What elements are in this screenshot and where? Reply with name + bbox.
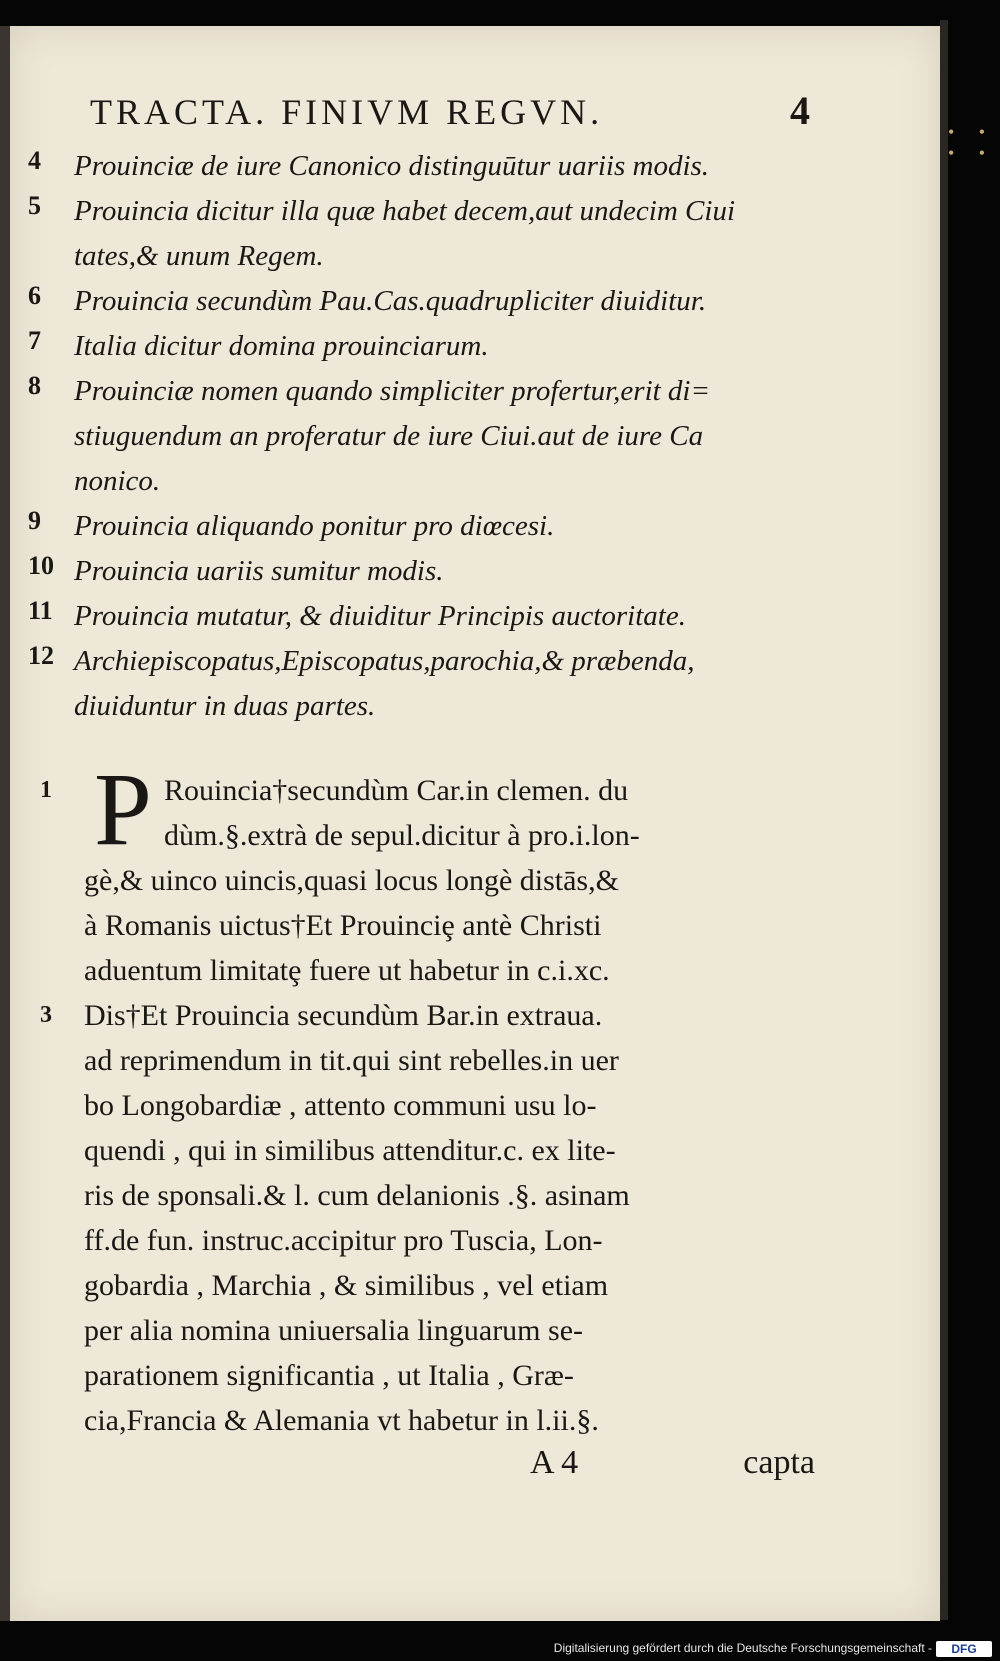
summary-item-line: tates,& unum Regem. — [74, 240, 324, 272]
body-line-text: per alia nomina uniuersalia linguarum se- — [84, 1314, 583, 1347]
body-line — [28, 1398, 818, 1443]
body-line — [28, 993, 818, 1038]
summary-item-number: 11 — [28, 596, 53, 625]
margin-number: 3 — [40, 1002, 52, 1028]
body-line-text: Dis†Et Prouincia secundùm Bar.in extraua. — [84, 999, 603, 1032]
summary-item — [28, 279, 818, 324]
body-line — [28, 1173, 818, 1218]
summary-list — [28, 144, 818, 729]
summary-item-line: Prouincia aliquando ponitur pro diœcesi. — [74, 510, 555, 542]
body-line — [28, 813, 818, 858]
summary-item-number: 10 — [28, 551, 54, 580]
summary-item-line: Prouinciæ nomen quando simpliciter profertur,erit di= — [74, 375, 711, 407]
summary-item — [28, 639, 818, 729]
summary-item — [28, 549, 818, 594]
summary-item-line: Italia dicitur domina prouinciarum. — [74, 330, 489, 362]
body-line-text: dùm.§.extrà de sepul.dicitur à pro.i.lon- — [164, 819, 640, 852]
summary-item-number: 7 — [28, 326, 41, 355]
body-line — [28, 768, 818, 813]
summary-item-line: Prouincia secundùm Pau.Cas.quadrupliciter diuiditur. — [74, 285, 707, 317]
summary-item-line: nonico. — [74, 465, 161, 497]
body-line-text: cia,Francia & Alemania vt habetur in l.ii.§. — [84, 1404, 599, 1437]
page-edge — [940, 20, 948, 1620]
body-line-text: parationem significantia , ut Italia , Græ- — [84, 1359, 574, 1392]
body-line-text: Rouincia†secundùm Car.in clemen. du — [164, 774, 629, 807]
color-dots: • • • • — [948, 122, 996, 163]
body-line-text: ad reprimendum in tit.qui sint rebelles.in uer — [84, 1044, 619, 1077]
summary-item — [28, 189, 818, 279]
summary-item — [28, 369, 818, 504]
summary-item — [28, 594, 818, 639]
book-page — [10, 26, 940, 1621]
body-line — [28, 858, 818, 903]
body-line — [28, 1308, 818, 1353]
page-footer — [530, 1444, 815, 1494]
summary-item-number: 9 — [28, 506, 41, 535]
body-line-text: ff.de fun. instruc.accipitur pro Tuscia, Lon- — [84, 1224, 603, 1257]
running-title: TRACTA. FINIVM REGVN. — [90, 92, 604, 132]
summary-item-line: Prouincia dicitur illa quæ habet decem,aut undecim Ciui — [74, 195, 735, 227]
summary-item-line: Archiepiscopatus,Episcopatus,parochia,& præbenda, — [74, 645, 695, 677]
binding-gutter — [0, 26, 10, 1621]
catchword: capta — [743, 1444, 815, 1481]
summary-item — [28, 144, 818, 189]
summary-item-number: 6 — [28, 281, 41, 310]
summary-item — [28, 324, 818, 369]
body-line — [28, 1128, 818, 1173]
summary-item-number: 4 — [28, 146, 41, 175]
body-line-text: quendi , qui in similibus attenditur.c. ex lite- — [84, 1134, 616, 1167]
digitization-credit: Digitalisierung gefördert durch die Deutsche Forschungsgemeinschaft - — [553, 1641, 932, 1655]
body-line — [28, 1263, 818, 1308]
body-line-text: gobardia , Marchia , & similibus , vel etiam — [84, 1269, 609, 1302]
summary-item-line: Prouinciæ de iure Canonico distinguūtur uariis modis. — [74, 150, 710, 182]
body-line-text: ris de sponsali.& l. cum delanionis .§. asinam — [84, 1179, 630, 1212]
summary-item-number: 8 — [28, 371, 41, 400]
folio-number: 4 — [790, 88, 810, 133]
body-line — [28, 948, 818, 993]
body-line — [28, 1218, 818, 1263]
body-line — [28, 1038, 818, 1083]
summary-item-line: diuiduntur in duas partes. — [74, 690, 376, 722]
summary-item-number: 5 — [28, 191, 41, 220]
summary-item-number: 12 — [28, 641, 54, 670]
body-line-text: bo Longobardiæ , attento communi usu lo- — [84, 1089, 597, 1122]
signature-mark: A 4 — [530, 1444, 579, 1481]
body-line-text: aduentum limitatȩ fuere ut habetur in c.i.xc. — [84, 954, 610, 987]
dfg-logo: DFG — [936, 1641, 992, 1657]
summary-item-line: Prouincia uariis sumitur modis. — [74, 555, 444, 587]
body-line — [28, 1083, 818, 1128]
body-line — [28, 903, 818, 948]
summary-item — [28, 504, 818, 549]
body-text — [28, 752, 818, 1443]
drop-cap: P — [94, 752, 152, 867]
margin-number: 1 — [40, 777, 52, 803]
body-line-text: à Romanis uictus†Et Prouinciȩ antè Christi — [84, 909, 602, 942]
summary-item-line: stiuguendum an proferatur de iure Ciui.aut de iure Ca — [74, 420, 704, 452]
summary-item-line: Prouincia mutatur, & diuiditur Principis auctoritate. — [74, 600, 686, 632]
running-head — [90, 88, 810, 141]
body-line-text: gè,& uinco uincis,quasi locus longè distās,& — [84, 864, 619, 897]
body-line — [28, 1353, 818, 1398]
